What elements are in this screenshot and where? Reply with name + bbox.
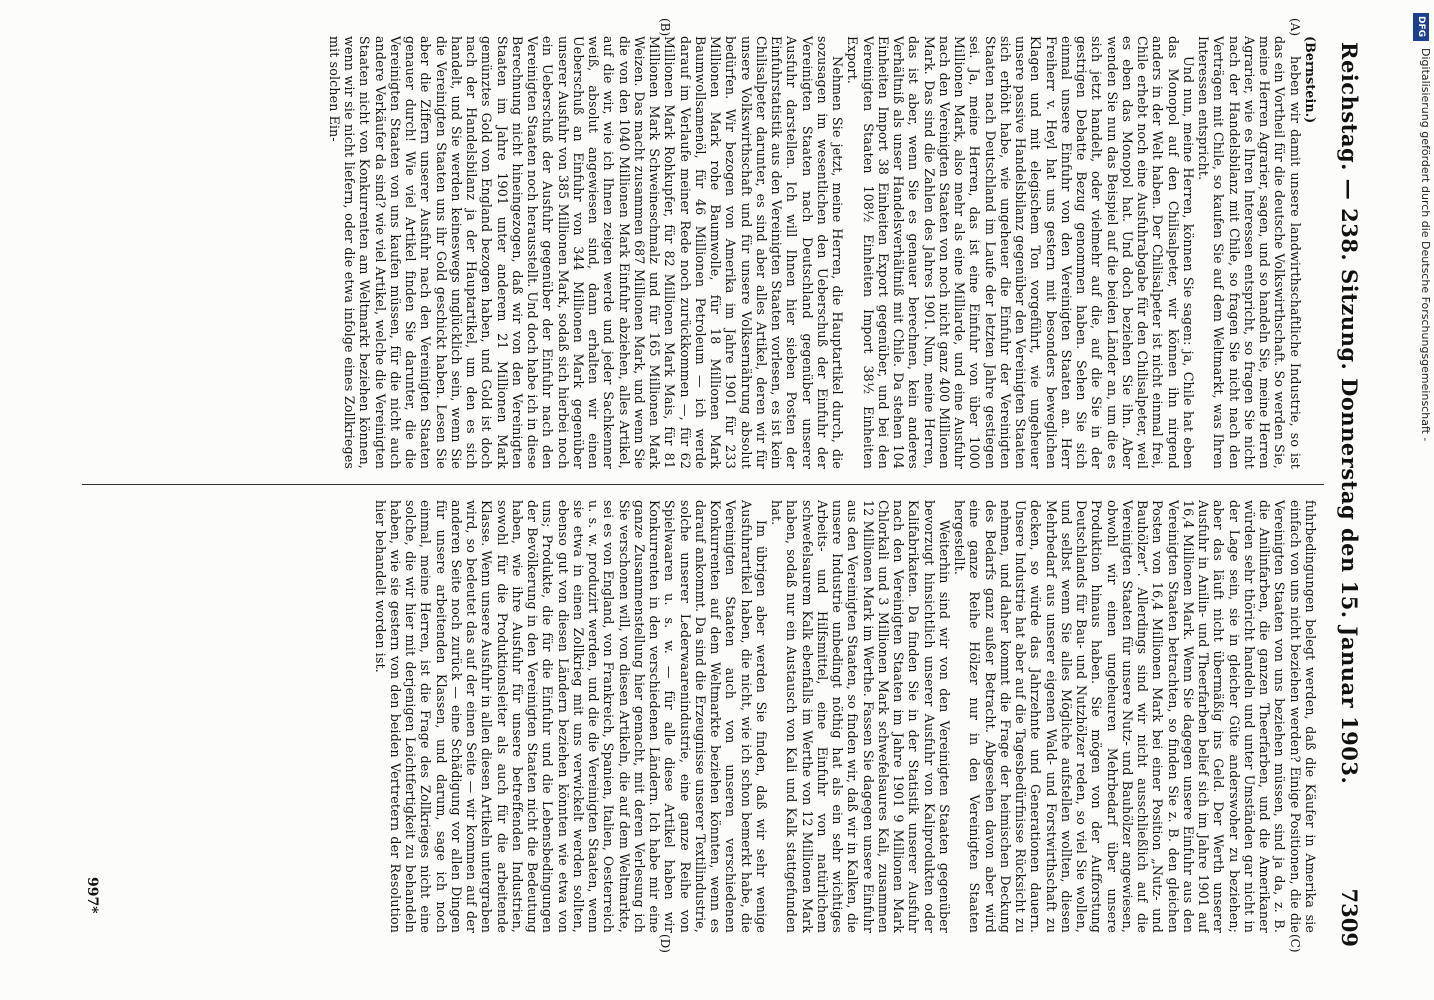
paragraph: Weiterhin sind wir von den Vereinigten Staaten gegenüber bevorzugt hinsichtlich unserer Ausfuhr von Kaliprodukten oder Kalifabrikaten. Da finden Sie in der Statistik unserer Ausfuhr nach den Vereinigten Staaten im Jahre 1901 9 Millionen Mark Chlorkali und 3 Millionen Mark schwefelsaures Kali, zusammen 12 Millionen Mark im Werthe. Fassen Sie dagegen unsere Einfuhr aus den Vereinigten Staaten, so finden wir, daß wir in Kalken, die unsere Industrie unbedingt nöthig hat als ein sehr wichtiges Arbeits- und Hilfsmittel, eine Einfuhr von natürlichem schwefelsaurem Kalk ebenfalls im Werthe von 12 Millionen Mark haben, sodaß nur ein Austausch von Kali und Kalk stattgefunden hat.: [769, 500, 952, 933]
credit-text: Digitalisierung gefördert durch die Deutsche Forschungsgemeinschaft -: [1419, 48, 1432, 442]
margin-mark-a: (A): [1288, 18, 1302, 37]
column-divider: [82, 484, 1324, 485]
paragraph: Und nun, meine Herren, können Sie sagen: ja, Chile hat eben das Monopol auf den Chilisalpeter, wir können ihn nirgend anders in der Welt haben. Der Chilisalpeter ist nicht einmal frei, Chile erhebt noch eine Ausfuhrabgabe für den Chilisalpeter, weil es eben das Monopol hat. Und doch beziehen Sie ihn. Aber wenden Sie nun das Beispiel auf die beiden Länder an, um die es sich jetzt handelt, oder vielmehr auf die, auf die Sie in der gestrigen Debatte Bezug genommen haben. Sehen Sie sich einmal unsere Einfuhr von den Vereinigten Staaten an. Herr Freiherr v. Heyl hat uns gestern mit besonders beweglichen Klagen und mit elegischem Ton vorgeführt, wie ungeheuer unsere passive Handelsbilanz gegenüber den Vereinigten Staaten sich erhöht habe, wie ungeheuer die Einfuhr der Vereinigten Staaten nach Deutschland im Laufe der letzten Jahre gestiegen sei. Ja, meine Herren, das ist eine Einfuhr von über 1000 Millionen Mark, also mehr als eine Milliarde, und eine Ausfuhr nach den Vereinigten Staaten von noch nicht ganz 400 Millionen Mark. Das sind die Zahlen des Jahres 1901. Nun, meine Herren, das ist aber, wenn Sie es genauer berechnen, kein anderes Verhältniß als unser Handelsverhältniß mit Chile. Da stehen 104 Einheiten Import 38 Einheiten Export gegenüber, und bei den Vereinigten Staaten 108½ Einheiten Import 38½ Einheiten Export.: [845, 36, 1196, 469]
header-title: Reichstag. — 238. Sitzung. Donnerstag den 15. Januar 1903.: [1337, 42, 1362, 785]
margin-mark-c: (C): [1288, 934, 1302, 953]
digitization-credit: [1410, 8, 1434, 998]
left-text-column: [82, 36, 1318, 469]
page-number: 7309: [1337, 888, 1362, 947]
right-text-column: [82, 500, 1318, 933]
margin-mark-d: (D): [658, 934, 672, 953]
speaker-name: (Bernstein.): [1303, 36, 1318, 124]
paragraph: Nehmen Sie jetzt, meine Herren, die Hauptartikel durch, die sozusagen im wesentlichen den Ueberschuß der Einfuhr der Vereinigten Staaten nach Deutschland gegenüber unserer Ausfuhr darstellen. Ich will Ihnen hier sieben Posten der Einfuhrstatistik aus den Vereinigten Staaten vorlesen, es ist kein Chilisalpeter darunter, es sind aber alles Artikel, deren wir für unsere Volkswirthschaft und für unsere Volksernährung absolut bedürfen. Wir bezogen von Amerika im Jahre 1901 für 233 Millionen Mark rohe Baumwolle, für 18 Millionen Mark Baumwollsamenöl, für 46 Millionen Petroleum — ich werde darauf im Verlaufe meiner Rede noch zurückkommen —, für 62 Millionen Mark Rohkupfer, für 82 Millionen Mark Mais, für 81 Millionen Mark Schweineschmalz und für 165 Millionen Mark Weizen. Das macht zusammen 687 Millionen Mark, und wenn Sie die von den 1040 Millionen Mark Einfuhr abziehen, alles Artikel, auf die wir, wie ich Ihnen zeigen werde und jeder Sachkenner weiß, absolut angewiesen sind, dann erhalten wir einen Ueberschuß an Einfuhr von 344 Millionen Mark gegenüber unserer Ausfuhr von 385 Millionen Mark, sodaß sich hierbei noch ein Ueberschuß der Ausfuhr gegenüber der Einfuhr nach den Vereinigten Staaten noch herausstellt. Und doch habe ich in diese Berechnung nicht hineingezogen, daß wir von den Vereinigten Staaten im Jahre 1901 unter anderem 21 Millionen Mark gemünztes Gold von England bezogen haben, und Gold ist doch nach der Handelsbilanz ja der Hauptartikel, um den es sich handelt, und Sie werden keineswegs unglücklich sein, wenn Sie die Vereinigten Staaten uns ihr Gold geschickt haben. Lesen Sie aber die Ziffern unserer Ausfuhr nach den Vereinigten Staaten genauer durch! Wie viel Artikel finden Sie darunter, die die Vereinigten Staaten von uns kaufen müssen, für die nicht auch andere Verkäufer da sind? wie viel Artikel, welche die Vereinigten Staaten nicht von Konkurrenten am Weltmarkt beziehen können, wenn wir sie nicht liefern, oder die etwa infolge eines Zollkrieges mit solchen Ein-: [327, 36, 846, 469]
margin-mark-b: (B): [658, 18, 672, 37]
signature-mark: 997*: [84, 877, 100, 914]
rotated-printed-page: [72, 18, 1362, 977]
paragraph: fuhrbedingungen belegt werden, daß die Käufer in Amerika sie einfach von uns nicht beziehen werden? Einige Positionen, die die Vereinigten Staaten von uns beziehen müssen, sind ja da, z. B. die Anilinfarben, die ganzen Theerfarben, und die Amerikaner würden sehr thöricht handeln und unter Umständen gar nicht in der Lage sein, sie in gleicher Güte anderswoher zu beziehen; aber das läuft nicht übermäßig ins Geld. Der Werth unserer Ausfuhr in Anilin- und Theerfarben belief sich im Jahre 1901 auf 16,4 Millionen Mark. Wenn Sie dagegen unsere Einfuhr aus den Vereinigten Staaten betrachten, so finden Sie z. B. den gleichen Posten von 16,4 Millionen Mark bei einer Position „Nutz- und Bauhölzer“. Allerdings sind wir nicht ausschließlich auf die Vereinigten Staaten für unsere Nutz- und Bauhölzer angewiesen, obwohl wir einen ungeheuren Mehrbedarf über unsere Produktion hinaus haben. Sie mögen von der Aufforstung Deutschlands für Bau- und Nutzhölzer reden, so viel Sie wollen, und selbst wenn Sie alles Mögliche aufstellen wollten, diesen Mehrbedarf aus unserer eigenen Wald- und Forstwirthschaft zu decken, so würde das Jahrzehnte und Generationen dauern. Unsere Industrie hat aber auf die Tagesbedürfnisse Rücksicht zu nehmen, und daher kommt die Frage der heimischen Deckung des Bedarfs ganz außer Betracht. Abgesehen davon aber wird eine ganze Reihe Hölzer nur in den Vereinigten Staaten hergestellt.: [952, 500, 1318, 933]
paragraph: Im übrigen aber werden Sie finden, daß wir sehr wenige Ausfuhrartikel haben, die nicht, wie ich schon bemerkt habe, die Vereinigten Staaten auch von unseren verschiedenen Konkurrenten auf dem Weltmarkte beziehen könnten, wenn es darauf ankommt. Da sind die Erzeugnisse unserer Textilindustrie, solche unserer Lederwaarenindustrie, eine ganze Reihe von Spielwaaren u. s. w. — für alle diese Artikel haben wir Konkurrenten in den verschiedenen Ländern. Ich habe mir eine ganze Zusammenstellung hier gemacht, mit deren Verlesung ich Sie verschonen will, von diesen Artikeln, die auf dem Weltmarkte, sei es von England, von Frankreich, Spanien, Italien, Oesterreich u. s. w. produzirt werden, und die die Vereinigten Staaten, wenn sie etwa in einen Zollkrieg mit uns verwickelt werden sollten, ebenso gut von diesen Ländern beziehen könnten wie etwa von uns; Produkte, die für die Einfuhr und die Lebensbedingungen der Bevölkerung in den Vereinigten Staaten nicht die Bedeutung haben, wie ihre Ausfuhr für unsere betreffenden Industrien, sowohl für die Produktionsleiter als auch für die arbeitende Klasse. Wenn unsere Ausfuhr in allen diesen Artikeln untergraben wird, so bedeutet das auf der einen Seite — wir kommen auf der anderen Seite noch zurück — eine Schädigung vor allen Dingen für unsere arbeitenden Klassen, und darum, sage ich noch einmal, meine Herren, ist die Frage des Zollkrieges nicht eine solche, die wir hier mit derjenigen Leichtfertigkeit zu behandeln haben, wie sie gestern von den beiden Vertretern der Resolution hier behandelt worden ist.: [372, 500, 769, 933]
dfg-logo: DFG: [1413, 13, 1429, 41]
running-header: [1328, 22, 1362, 977]
paragraph: heben wir damit unsere landwirthschaftliche Industrie, so ist das ein Vortheil für die deutsche Volkswirthschaft. So werden Sie, meine Herren Agrarier, sagen, und so handeln Sie, meine Herren Agrarier, wie es Ihren Interessen entspricht, so fragen Sie nicht nach der Handelsbilanz mit Chile, so fragen Sie nicht nach den Verträgen mit Chile, so kaufen Sie auf dem Weltmarkt, was Ihren Interessen entspricht.: [1196, 36, 1303, 469]
